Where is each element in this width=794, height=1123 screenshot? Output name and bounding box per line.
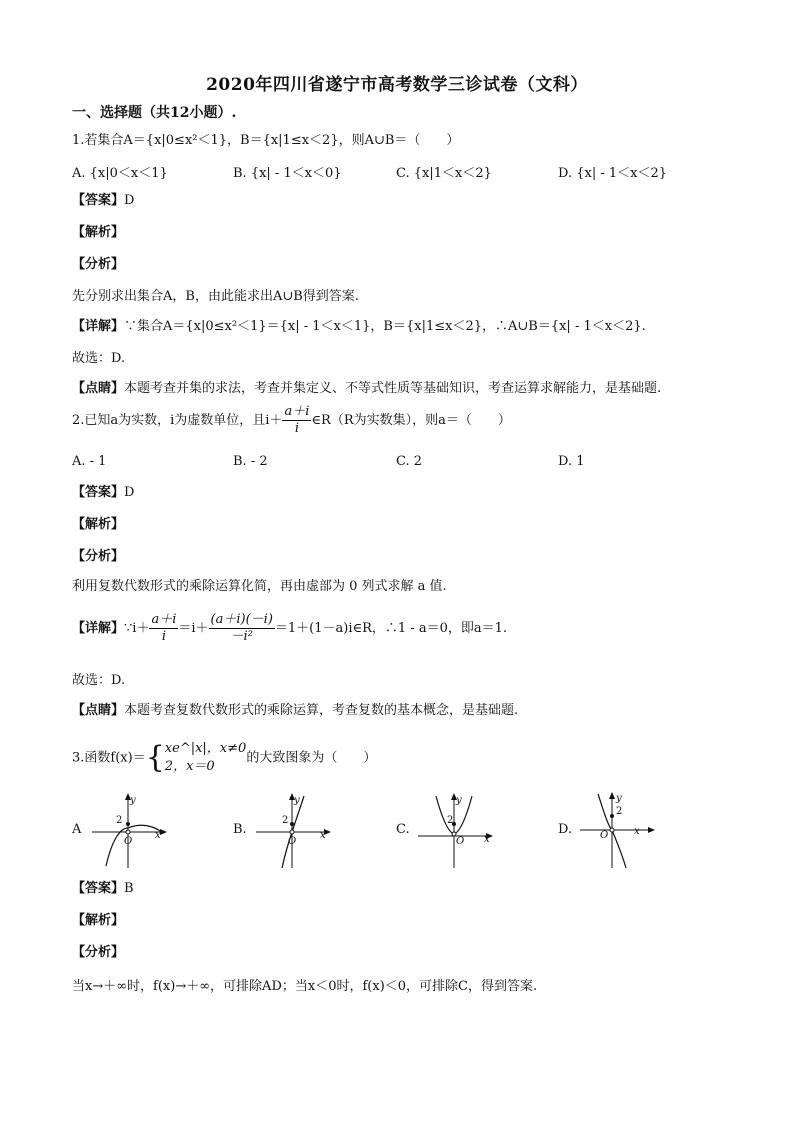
q1-comment xyxy=(72,380,661,398)
tick-label: 2 xyxy=(447,815,454,826)
q2-answer xyxy=(72,484,134,502)
q1-option-a: A. {x|0＜x＜1} xyxy=(72,166,168,181)
detail-text: ∵集合A＝{x|0≤x²＜1}＝{x| - 1＜x＜1}，B＝{x|1≤x＜2}，∴A∪B＝{x| - 1＜x＜2}. xyxy=(124,319,646,334)
answer-value: D xyxy=(124,193,135,208)
frac1-numerator: a＋i xyxy=(151,612,177,627)
q1-fenxi-tag: 【分析】 xyxy=(72,257,125,272)
comment-tag: 【点睛】 xyxy=(72,381,125,396)
origin-label: O xyxy=(600,830,609,841)
q2-frac-numerator: a＋i xyxy=(284,404,310,419)
comment-text: 本题考查并集的求法，考查并集定义、不等式性质等基础知识，考查运算求解能力，是基础题. xyxy=(124,381,662,396)
q3-fenxi-tag: 【分析】 xyxy=(72,945,125,960)
detail-start: ∵i＋ xyxy=(124,621,150,636)
q3-stem-start: 3.函数f(x)＝ xyxy=(72,750,146,766)
q2-detail xyxy=(72,612,507,645)
comment-text: 本题考查复数代数形式的乘除运算，考查复数的基本概念，是基础题. xyxy=(124,703,519,718)
q2-analysis-tag: 【解析】 xyxy=(72,517,125,532)
q2-fenxi-tag: 【分析】 xyxy=(72,549,125,564)
detail-mid: ＝i＋ xyxy=(178,621,209,636)
q1-option-b: B. {x| - 1＜x＜0} xyxy=(233,166,342,181)
answer-value: D xyxy=(124,485,135,500)
tick-label: 2 xyxy=(616,806,623,817)
q3-cases xyxy=(165,740,247,776)
q2-option-c: C. 2 xyxy=(396,454,423,469)
axis-x-label: x xyxy=(484,834,490,845)
q2-option-a: A. - 1 xyxy=(72,454,107,469)
answer-tag: 【答案】 xyxy=(72,193,125,208)
detail-end: ＝1＋(1－a)i∈R，∴1 - a＝0，即a＝1. xyxy=(274,621,508,636)
q2-choose: 故选：D. xyxy=(72,673,126,688)
axis-y-label: y xyxy=(616,793,622,804)
q2-frac-denominator: i xyxy=(294,421,300,436)
q3-case-2: 2，x＝0 xyxy=(164,759,215,774)
q3-stem-end: 的大致图象为（ ） xyxy=(246,750,377,766)
tick-label: 2 xyxy=(116,815,123,826)
section-heading: 一、选择题（共12小题）. xyxy=(72,105,237,121)
q3-option-b-label: B. xyxy=(233,822,247,837)
q3-answer xyxy=(72,880,134,898)
axis-x-label: x xyxy=(634,826,640,837)
q1-option-d: D. {x| - 1＜x＜2} xyxy=(558,166,668,181)
q3-case-1: xe^|x|，x≠0 xyxy=(164,741,247,756)
q3-option-c-label: C. xyxy=(396,822,410,837)
frac1-denominator: i xyxy=(161,629,166,644)
q3-option-d-label: D. xyxy=(558,822,573,837)
q1-detail xyxy=(72,318,646,336)
detail-fraction-2 xyxy=(209,612,275,645)
axis-y-label: y xyxy=(294,795,300,806)
q2-stem xyxy=(72,404,511,437)
q2-fenxi-text: 利用复数代数形式的乘除运算化简，再由虚部为 0 列式求解 a 值. xyxy=(72,579,447,594)
q2-fraction xyxy=(282,404,311,437)
frac2-numerator: (a＋i)(－i) xyxy=(210,612,273,627)
q3-stem xyxy=(72,740,376,777)
q3-analysis-tag: 【解析】 xyxy=(72,913,125,928)
comment-tag: 【点睛】 xyxy=(72,703,125,718)
answer-tag: 【答案】 xyxy=(72,485,125,500)
q2-comment xyxy=(72,702,518,720)
q1-answer xyxy=(72,192,134,210)
q2-stem-start: 2.已知a为实数，i为虚数单位，且i＋ xyxy=(72,413,283,428)
q2-option-b: B. - 2 xyxy=(233,454,268,469)
q3-option-a-label: A xyxy=(72,822,82,837)
answer-value: B xyxy=(124,881,134,896)
origin-label: O xyxy=(124,836,133,847)
q1-fenxi-text: 先分别求出集合A，B，由此能求出A∪B得到答案. xyxy=(72,289,359,304)
q1-choose: 故选：D. xyxy=(72,351,126,366)
q3-brace: { xyxy=(145,740,165,775)
answer-tag: 【答案】 xyxy=(72,881,125,896)
axis-y-label: y xyxy=(130,795,136,806)
q1-stem: 1.若集合A＝{x|0≤x²＜1}，B＝{x|1≤x＜2}，则A∪B＝（ ） xyxy=(72,133,460,148)
origin-label: O xyxy=(288,836,297,847)
detail-tag: 【详解】 xyxy=(72,621,125,636)
detail-tag: 【详解】 xyxy=(72,319,125,334)
q2-stem-end: ∈R（R为实数集），则a＝（ ） xyxy=(311,413,511,428)
axis-x-label: x xyxy=(320,830,326,841)
detail-fraction-1 xyxy=(149,612,178,645)
page-title: 2020年四川省遂宁市高考数学三诊试卷（文科） xyxy=(206,75,588,95)
tick-label: 2 xyxy=(282,815,289,826)
frac2-denominator: －i² xyxy=(230,629,253,644)
axis-y-label: y xyxy=(456,795,462,806)
q1-option-c: C. {x|1＜x＜2} xyxy=(396,166,492,181)
axis-x-label: x xyxy=(155,830,161,841)
q2-option-d: D. 1 xyxy=(558,454,585,469)
q3-fenxi-text: 当x→＋∞时，f(x)→＋∞，可排除AD；当x＜0时，f(x)＜0，可排除C，得到答案. xyxy=(72,979,538,994)
origin-label: O xyxy=(456,836,465,847)
q1-analysis-tag: 【解析】 xyxy=(72,225,125,240)
